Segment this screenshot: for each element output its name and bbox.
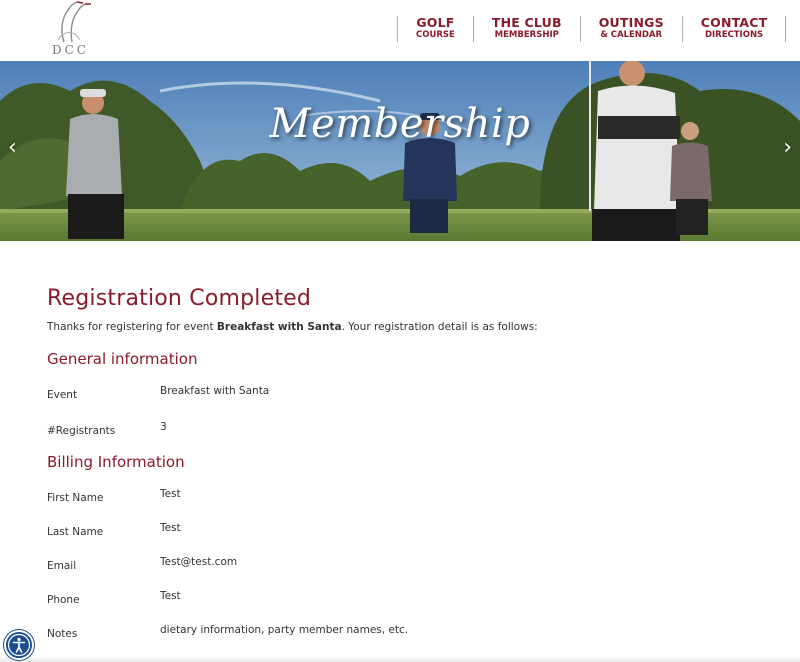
detail-value: Test [160,522,181,534]
nav-sublabel: MEMBERSHIP [494,30,559,40]
detail-label: Notes [47,628,78,640]
nav-item-the-club[interactable] [473,16,580,42]
nav-label: CONTACT [700,15,768,30]
nav-label: OUTINGS [598,15,664,30]
page-title: Registration Completed [47,286,312,311]
detail-label: Event [47,389,78,401]
nav-item-golf[interactable] [397,16,473,42]
detail-value: 3 [160,421,167,433]
detail-label: Last Name [47,526,104,538]
chevron-right-icon[interactable]: › [783,135,792,160]
golf-scene-image [0,61,800,241]
detail-row-last-name [47,522,747,538]
section-heading-billing: Billing Information [47,453,185,471]
nav-sublabel: & CALENDAR [600,30,663,40]
person-icon [6,632,32,658]
nav-sublabel: COURSE [416,30,455,40]
detail-row-phone [47,590,747,606]
nav-item-contact[interactable] [682,16,787,42]
detail-label: Email [47,560,77,572]
detail-label: Phone [47,594,80,606]
registration-intro [47,321,747,333]
detail-row-registrants [47,421,747,437]
nav-sublabel: DIRECTIONS [704,30,764,40]
accessibility-icon[interactable] [4,630,34,660]
logo-text: DCC [52,43,89,57]
detail-value: Breakfast with Santa [160,385,270,397]
nav-label: GOLF [416,15,455,30]
heron-logo-icon [50,0,94,44]
detail-row-notes [47,624,747,640]
page-bottom-edge [0,655,800,662]
nav-label: THE CLUB [491,15,562,30]
detail-row-first-name [47,488,747,504]
detail-value: Test [160,590,181,602]
hero-banner [0,61,800,241]
section-heading-general: General information [47,350,198,368]
intro-prefix: Thanks for registering for event [47,321,217,333]
nav-item-outings[interactable] [580,16,682,42]
detail-row-email [47,556,747,572]
registration-content [47,286,747,640]
intro-event-name: Breakfast with Santa [216,321,342,333]
site-header [0,0,800,61]
detail-label: First Name [47,492,104,504]
detail-label: #Registrants [47,425,116,437]
detail-value: dietary information, party member names, etc. [160,624,409,636]
chevron-left-icon[interactable]: ‹ [8,135,17,160]
detail-value: Test@test.com [160,556,238,568]
intro-suffix: . Your registration detail is as follows: [341,321,538,333]
main-nav [397,16,786,42]
detail-value: Test [160,488,181,500]
detail-row-event [47,385,747,401]
hero-title: Membership [269,101,531,147]
